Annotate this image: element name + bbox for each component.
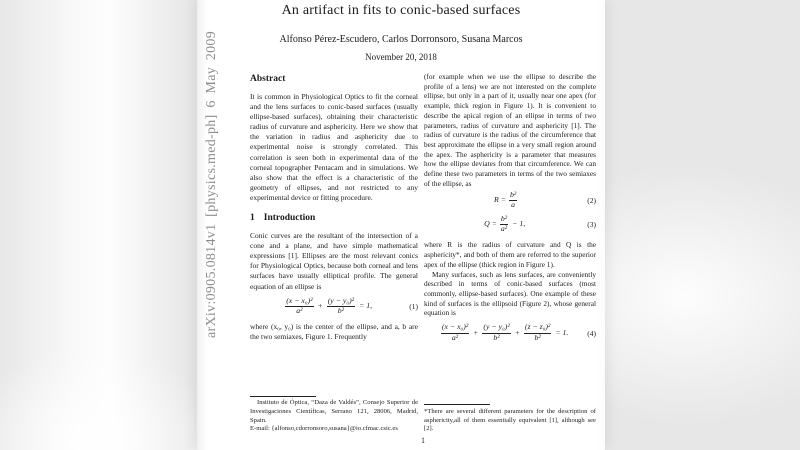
fraction [441, 323, 469, 342]
fraction-denominator: a² [296, 306, 303, 316]
section-title: Introduction [263, 213, 316, 224]
abstract-heading: Abstract [250, 74, 286, 84]
equation-2 [424, 190, 596, 210]
equation-lhs: Q = [484, 219, 497, 229]
fraction [327, 297, 355, 316]
fraction [500, 215, 508, 234]
fraction-denominator: b² [493, 332, 500, 342]
fraction-numerator: b² [500, 215, 508, 225]
fraction-denominator: a² [451, 332, 459, 342]
equation-1-body [250, 297, 409, 316]
fraction [482, 323, 510, 342]
email-footnote: E-mail: {alfonso,cdorronsoro,susana}@io.cfmac.csic.es [250, 425, 398, 433]
equation-operator: + [514, 327, 520, 337]
equation-rhs: = 1. [555, 327, 569, 337]
equation-2-tag: (2) [587, 195, 596, 205]
section-number: 1 [250, 213, 255, 224]
right-footnote [424, 404, 596, 434]
right-paragraph-3: Many surfaces, such as lens surfaces, are conveniently described in terms of conic-based surfaces (most commonly, ellipse-based surfaces). One example of these kind of surfaces is the ellipsoid (Figure 2), whose general equation is [424, 269, 596, 318]
two-column-layout [250, 72, 596, 434]
equation-rhs: = 1, [358, 301, 373, 311]
paper-authors: Alfonso Pérez-Escudero, Carlos Dorronsoro, Susana Marcos [279, 34, 523, 45]
equation-2-body [424, 191, 587, 210]
fraction-numerator: (x − x₀)² [285, 297, 313, 307]
asterisk-footnote: *There are several different parameters for the description of asphericity,all of them essentially equivalent [1], although see [2]. [424, 407, 596, 433]
footnote-rule [424, 404, 490, 405]
paper-page [197, 0, 605, 450]
fraction-numerator: (z − z₀)² [524, 323, 551, 333]
fraction-denominator: a² [500, 224, 508, 234]
equation-lhs: R = [494, 195, 506, 205]
equation-4-tag: (4) [587, 328, 596, 338]
equation-operator: + [473, 327, 479, 337]
section-heading [250, 213, 418, 223]
intro-paragraph: Conic curves are the resultant of the intersection of a cone and a plane, and have simple mathematical expressions [1]. Ellipses are the most relevant conics for Physiological Optics, because both corneal and lens surfaces have usually elliptical profile. The general equation of an ellipse is [250, 231, 418, 291]
fraction-numerator: (x − x₀)² [441, 323, 469, 333]
where-paragraph: where (x₀, y₀) is the center of the ellipse, and a, b are the two semiaxes, Figure 1. Frequently [250, 321, 418, 341]
right-paragraph-2: where R is the radius of curvature and Q is the asphericity*, and both of them are referred to the superior apex of the ellipse (thick region in Figure 1). [424, 240, 596, 269]
affiliation-footnote: Instituto de Óptica, “Daza de Valdés”, Consejo Superior de Investigaciones Científicas, Serrano 121, 28006, Madrid, Spain. [250, 399, 418, 424]
arxiv-watermark: arXiv:0905.0814v1 [physics.med-ph] 6 May 2009 [204, 30, 219, 338]
fraction-numerator: (y − y₀)² [327, 297, 355, 307]
fraction-denominator: a [511, 200, 516, 210]
right-paragraph-1: (for example when we use the ellipse to describe the profile of a lens) we are not interested on the complete ellipse, but only in a part of it, usually near one apex (for example, thick region in Figure 1). It is convenient to describe the apical region of an ellipse in terms of two parameters, radius of curvature and asphericity [1]. The radius of curvature is the radius of the circumference that best approximate the ellipse in a very small region around the apex. The asphericity is a parameter that measures how the ellipse deviates from that circumference. We can define these two parameters in terms of the two semiaxes of the ellipse, as [424, 72, 596, 188]
page-number: 1 [421, 436, 425, 445]
equation-3-body [424, 215, 587, 234]
equation-4 [424, 323, 596, 343]
left-footnote [250, 396, 418, 434]
equation-rhs: − 1, [512, 219, 526, 229]
equation-1 [250, 297, 418, 317]
fraction-denominator: b² [534, 332, 541, 342]
left-column [250, 72, 418, 434]
equation-3 [424, 214, 596, 234]
equation-4-body [424, 323, 587, 342]
equation-operator: + [317, 301, 323, 311]
footnote-rule [250, 396, 316, 397]
equation-1-tag: (1) [409, 302, 418, 312]
fraction-numerator: (y − y₀)² [482, 323, 510, 333]
paper-date: November 20, 2018 [365, 52, 437, 62]
abstract-body: It is common in Physiological Optics to fit the corneal and the lens surfaces to conic-based surfaces (usually ellipse-based surfaces), obtaining their characteristic radius of curvature and asphericity. Here we show that the variation in radius and asphericity due to experimental noise is strongly correlated. This correlation is seen both in experimental data of the corneal topographer Pentacam and in simulations. We also show that the effect is a characteristic of the geometry of ellipses, and not restricted to any experimental device or fitting procedure. [250, 92, 418, 202]
equation-3-tag: (3) [587, 219, 596, 229]
right-column [424, 72, 596, 434]
fraction [524, 323, 551, 342]
fraction [285, 297, 313, 316]
fraction-denominator: b² [337, 306, 344, 316]
paper-title: An artifact in fits to conic-based surfaces [281, 3, 521, 18]
fraction [509, 191, 517, 210]
fraction-numerator: b² [509, 191, 517, 201]
